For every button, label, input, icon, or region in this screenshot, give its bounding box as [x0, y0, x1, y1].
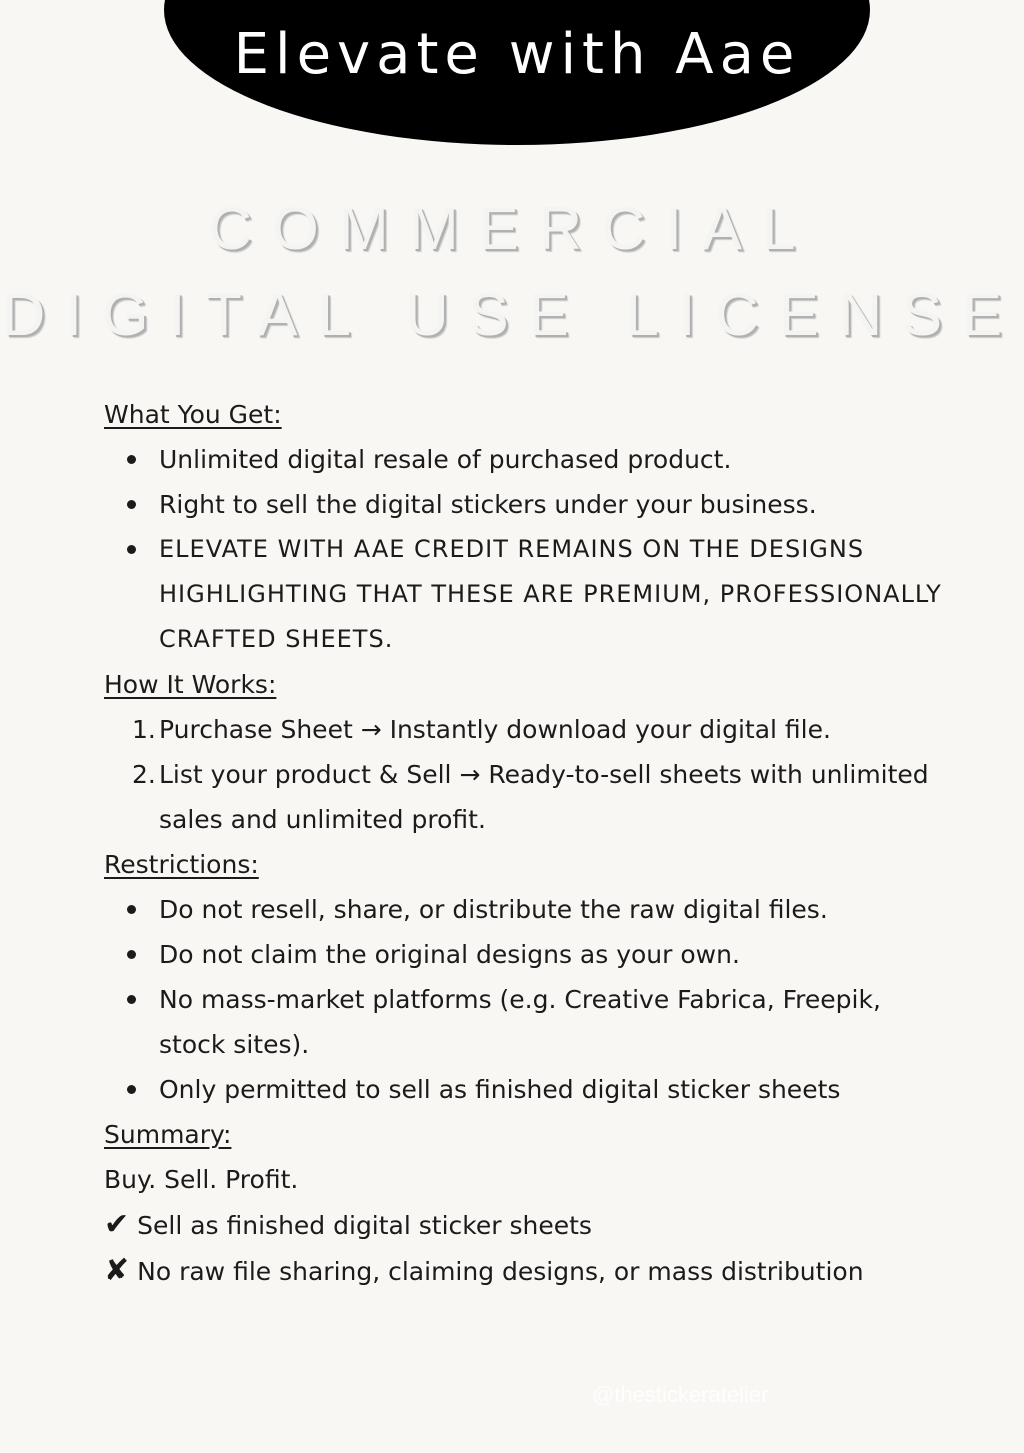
- list-item: Right to sell the digital stickers under your business.: [104, 482, 944, 527]
- list-item: ELEVATE WITH AAE CREDIT REMAINS ON THE DESIGNS HIGHLIGHTING THAT THESE ARE PREMIUM, PROFESSIONALLY CRAFTED SHEETS.: [104, 527, 944, 662]
- list-item: Do not claim the original designs as your own.: [104, 932, 944, 977]
- watermark: @thestickeratelier: [592, 1382, 769, 1407]
- summary-denied: [104, 1248, 944, 1294]
- license-title-line-2: DIGITAL USE LICENSE: [1, 281, 1023, 348]
- section-heading-how-it-works: How It Works:: [104, 670, 277, 699]
- step-text: Purchase Sheet → Instantly download your digital file.: [159, 715, 831, 744]
- cross-icon: ✘: [104, 1253, 130, 1288]
- restrictions-list: [104, 887, 944, 1112]
- summary-denied-text: No raw file sharing, claiming designs, or mass distribution: [137, 1257, 864, 1286]
- how-it-works-steps: [104, 707, 944, 842]
- list-item: Do not resell, share, or distribute the raw digital files.: [104, 887, 944, 932]
- brand-title: Elevate with Aae: [233, 22, 801, 87]
- summary-allowed-text: Sell as finished digital sticker sheets: [137, 1211, 592, 1240]
- step-item: [104, 752, 944, 842]
- list-item: Only permitted to sell as finished digital sticker sheets: [104, 1067, 944, 1112]
- list-item: Unlimited digital resale of purchased product.: [104, 437, 944, 482]
- license-title-line-1: COMMERCIAL: [208, 195, 816, 262]
- section-heading-what-you-get: What You Get:: [104, 400, 282, 429]
- summary-allowed: [104, 1202, 944, 1248]
- section-heading-summary: Summary:: [104, 1120, 232, 1149]
- step-text: List your product & Sell → Ready-to-sell sheets with unlimited sales and unlimited profit.: [159, 760, 929, 834]
- section-heading-restrictions: Restrictions:: [104, 850, 259, 879]
- license-content: [104, 392, 944, 1294]
- step-item: [104, 707, 944, 752]
- summary-tagline: Buy. Sell. Profit.: [104, 1165, 299, 1194]
- what-you-get-list: [104, 437, 944, 662]
- step-number: 1.: [132, 715, 156, 744]
- checkmark-icon: ✔: [104, 1207, 130, 1242]
- step-number: 2.: [132, 760, 156, 789]
- list-item: No mass-market platforms (e.g. Creative Fabrica, Freepik, stock sites).: [104, 977, 944, 1067]
